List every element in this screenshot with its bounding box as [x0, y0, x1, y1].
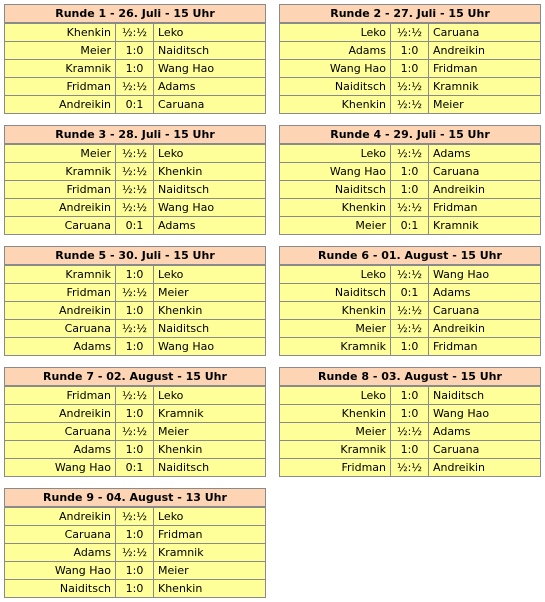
game-row	[5, 180, 265, 198]
white-player: Fridman	[5, 387, 116, 404]
black-player: Caruana	[433, 26, 480, 39]
game-result: ½:½	[391, 96, 429, 113]
game-row	[280, 23, 540, 41]
white-player: Fridman	[5, 181, 116, 198]
white-player: Naiditsch	[280, 78, 391, 95]
black-player: Adams	[433, 286, 471, 299]
game-result: ½:½	[116, 145, 154, 162]
game-result: ½:½	[116, 544, 154, 561]
black-player: Wang Hao	[158, 62, 215, 75]
game-row	[280, 77, 540, 95]
black-player: Meier	[158, 425, 189, 438]
game-row	[5, 95, 265, 113]
white-player: Andreikin	[5, 96, 116, 113]
game-row	[280, 319, 540, 337]
white-player: Naiditsch	[280, 284, 391, 301]
black-player: Wang Hao	[433, 407, 490, 420]
white-player: Meier	[280, 423, 391, 440]
black-player: Leko	[158, 26, 184, 39]
game-result: 0:1	[391, 284, 429, 301]
game-result: ½:½	[391, 266, 429, 283]
game-result: ½:½	[391, 302, 429, 319]
game-result: ½:½	[116, 163, 154, 180]
round-header: Runde 5 - 30. Juli - 15 Uhr	[5, 247, 265, 265]
game-result: 1:0	[116, 526, 154, 543]
game-result: 1:0	[391, 42, 429, 59]
black-player: Caruana	[433, 304, 480, 317]
white-player: Leko	[280, 266, 391, 283]
black-player: Fridman	[158, 528, 203, 541]
game-result: 1:0	[116, 562, 154, 579]
game-row	[280, 144, 540, 162]
game-result: 0:1	[116, 96, 154, 113]
black-player: Andreikin	[433, 44, 485, 57]
white-player: Adams	[5, 441, 116, 458]
black-player: Leko	[158, 510, 184, 523]
game-result: ½:½	[116, 181, 154, 198]
white-player: Kramnik	[5, 266, 116, 283]
game-result: 1:0	[116, 42, 154, 59]
white-player: Adams	[280, 42, 391, 59]
game-result: ½:½	[116, 508, 154, 525]
round-table-6	[279, 246, 541, 356]
game-row	[5, 386, 265, 404]
game-result: 0:1	[391, 217, 429, 234]
game-result: ½:½	[391, 320, 429, 337]
game-result: 1:0	[391, 338, 429, 355]
game-result: ½:½	[391, 145, 429, 162]
white-player: Fridman	[5, 78, 116, 95]
game-result: ½:½	[391, 423, 429, 440]
white-player: Fridman	[5, 284, 116, 301]
black-player: Wang Hao	[433, 268, 490, 281]
white-player: Wang Hao	[280, 163, 391, 180]
game-row	[280, 198, 540, 216]
black-player: Naiditsch	[158, 44, 210, 57]
round-header: Runde 2 - 27. Juli - 15 Uhr	[280, 5, 540, 23]
black-player: Caruana	[433, 443, 480, 456]
game-row	[5, 144, 265, 162]
white-player: Adams	[5, 544, 116, 561]
round-header: Runde 9 - 04. August - 13 Uhr	[5, 489, 265, 507]
game-row	[280, 180, 540, 198]
game-row	[5, 458, 265, 476]
black-player: Kramnik	[433, 219, 479, 232]
game-row	[5, 543, 265, 561]
round-header: Runde 7 - 02. August - 15 Uhr	[5, 368, 265, 386]
black-player: Adams	[433, 147, 471, 160]
white-player: Andreikin	[5, 405, 116, 422]
white-player: Kramnik	[5, 60, 116, 77]
round-header: Runde 8 - 03. August - 15 Uhr	[280, 368, 540, 386]
black-player: Meier	[158, 564, 189, 577]
game-row	[5, 283, 265, 301]
white-player: Wang Hao	[280, 60, 391, 77]
round-table-1	[4, 4, 266, 114]
round-table-9	[4, 488, 266, 598]
white-player: Meier	[5, 145, 116, 162]
black-player: Meier	[433, 98, 464, 111]
game-result: 1:0	[116, 338, 154, 355]
white-player: Kramnik	[280, 338, 391, 355]
white-player: Kramnik	[280, 441, 391, 458]
game-result: ½:½	[116, 387, 154, 404]
game-result: ½:½	[391, 24, 429, 41]
game-result: ½:½	[116, 78, 154, 95]
white-player: Caruana	[5, 423, 116, 440]
game-row	[5, 162, 265, 180]
game-result: 1:0	[391, 387, 429, 404]
black-player: Khenkin	[158, 304, 203, 317]
white-player: Meier	[280, 217, 391, 234]
game-result: 1:0	[116, 302, 154, 319]
black-player: Wang Hao	[158, 340, 215, 353]
black-player: Khenkin	[158, 443, 203, 456]
black-player: Andreikin	[433, 461, 485, 474]
black-player: Kramnik	[158, 546, 204, 559]
white-player: Khenkin	[280, 302, 391, 319]
white-player: Wang Hao	[5, 562, 116, 579]
black-player: Meier	[158, 286, 189, 299]
round-table-5	[4, 246, 266, 356]
round-header: Runde 4 - 29. Juli - 15 Uhr	[280, 126, 540, 144]
round-header: Runde 6 - 01. August - 15 Uhr	[280, 247, 540, 265]
black-player: Khenkin	[158, 582, 203, 595]
white-player: Andreikin	[5, 199, 116, 216]
black-player: Leko	[158, 268, 184, 281]
black-player: Naiditsch	[158, 322, 210, 335]
round-table-7	[4, 367, 266, 477]
game-row	[5, 41, 265, 59]
game-row	[5, 440, 265, 458]
white-player: Leko	[280, 387, 391, 404]
game-row	[280, 440, 540, 458]
game-row	[5, 507, 265, 525]
game-row	[5, 561, 265, 579]
game-row	[5, 301, 265, 319]
black-player: Kramnik	[433, 80, 479, 93]
game-row	[280, 162, 540, 180]
game-result: ½:½	[391, 78, 429, 95]
game-result: 1:0	[116, 405, 154, 422]
game-result: 1:0	[116, 60, 154, 77]
black-player: Adams	[158, 80, 196, 93]
game-result: 0:1	[116, 459, 154, 476]
black-player: Andreikin	[433, 183, 485, 196]
black-player: Kramnik	[158, 407, 204, 420]
round-table-8	[279, 367, 541, 477]
game-row	[5, 198, 265, 216]
black-player: Caruana	[433, 165, 480, 178]
white-player: Caruana	[5, 526, 116, 543]
black-player: Khenkin	[158, 165, 203, 178]
game-row	[5, 525, 265, 543]
black-player: Fridman	[433, 62, 478, 75]
white-player: Khenkin	[5, 24, 116, 41]
black-player: Naiditsch	[158, 183, 210, 196]
game-row	[280, 216, 540, 234]
round-table-4	[279, 125, 541, 235]
white-player: Khenkin	[280, 96, 391, 113]
game-row	[280, 265, 540, 283]
round-header: Runde 1 - 26. Juli - 15 Uhr	[5, 5, 265, 23]
white-player: Andreikin	[5, 508, 116, 525]
game-row	[5, 422, 265, 440]
game-row	[280, 458, 540, 476]
game-row	[280, 283, 540, 301]
white-player: Adams	[5, 338, 116, 355]
game-row	[280, 404, 540, 422]
white-player: Naiditsch	[5, 580, 116, 597]
white-player: Leko	[280, 145, 391, 162]
game-row	[5, 404, 265, 422]
game-row	[280, 59, 540, 77]
black-player: Fridman	[433, 340, 478, 353]
white-player: Meier	[280, 320, 391, 337]
black-player: Andreikin	[433, 322, 485, 335]
game-row	[280, 386, 540, 404]
game-row	[5, 59, 265, 77]
game-result: ½:½	[116, 320, 154, 337]
black-player: Leko	[158, 389, 184, 402]
game-result: 1:0	[391, 405, 429, 422]
black-player: Caruana	[158, 98, 205, 111]
game-row	[280, 422, 540, 440]
game-result: 0:1	[116, 217, 154, 234]
black-player: Adams	[158, 219, 196, 232]
white-player: Leko	[280, 24, 391, 41]
white-player: Kramnik	[5, 163, 116, 180]
game-row	[5, 265, 265, 283]
game-row	[5, 77, 265, 95]
game-result: ½:½	[391, 459, 429, 476]
game-row	[5, 319, 265, 337]
white-player: Naiditsch	[280, 181, 391, 198]
white-player: Andreikin	[5, 302, 116, 319]
game-result: 1:0	[116, 266, 154, 283]
game-row	[280, 41, 540, 59]
black-player: Leko	[158, 147, 184, 160]
black-player: Wang Hao	[158, 201, 215, 214]
white-player: Khenkin	[280, 405, 391, 422]
game-result: 1:0	[391, 441, 429, 458]
game-result: 1:0	[391, 181, 429, 198]
white-player: Caruana	[5, 320, 116, 337]
black-player: Fridman	[433, 201, 478, 214]
white-player: Fridman	[280, 459, 391, 476]
white-player: Wang Hao	[5, 459, 116, 476]
game-row	[5, 216, 265, 234]
game-row	[280, 301, 540, 319]
game-result: ½:½	[116, 24, 154, 41]
game-result: ½:½	[116, 423, 154, 440]
game-row	[280, 95, 540, 113]
game-row	[5, 579, 265, 597]
game-row	[5, 337, 265, 355]
game-row	[280, 337, 540, 355]
game-result: 1:0	[391, 60, 429, 77]
game-result: ½:½	[116, 284, 154, 301]
black-player: Naiditsch	[433, 389, 485, 402]
round-table-2	[279, 4, 541, 114]
game-result: 1:0	[116, 441, 154, 458]
game-result: 1:0	[391, 163, 429, 180]
game-result: 1:0	[116, 580, 154, 597]
game-result: ½:½	[391, 199, 429, 216]
black-player: Adams	[433, 425, 471, 438]
white-player: Caruana	[5, 217, 116, 234]
round-header: Runde 3 - 28. Juli - 15 Uhr	[5, 126, 265, 144]
round-table-3	[4, 125, 266, 235]
game-row	[5, 23, 265, 41]
white-player: Khenkin	[280, 199, 391, 216]
white-player: Meier	[5, 42, 116, 59]
black-player: Naiditsch	[158, 461, 210, 474]
game-result: ½:½	[116, 199, 154, 216]
